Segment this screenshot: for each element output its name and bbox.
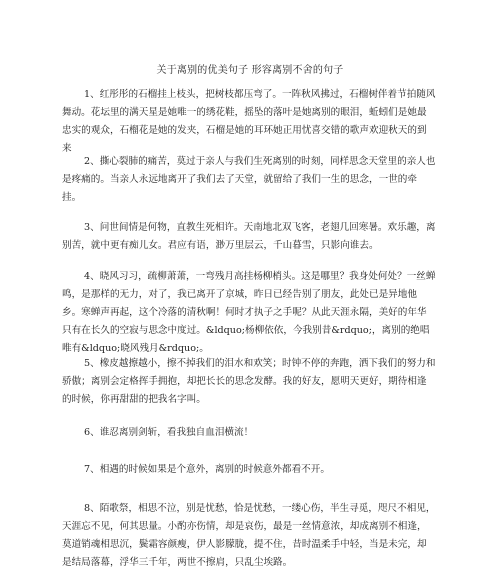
paragraph-8: 8、陌歌祭，相思不泣，别是忧愁，恰是忧愁，一缕心伤，半生寻觅，咫尺不相见，天涯忘不见，何其思量。小酌亦伤情，却是哀伤，最是一丝情意浓，却成离别不相逢，莫道销魂相思沉，鬓霜容颜瘦，伊人影朦胧，提不住，昔时温柔手中轻，当是未完，却是结局落幕，浮华三千年，两世不擦肩，只乱尘埃路。 [62,503,436,568]
page-title: 关于离别的优美句子 形容离别不舍的句子 [156,65,344,76]
paragraph-5: 5、橡皮越擦越小，擦不掉我们的泪水和欢笑；时钟不停的奔跑，洒下我们的努力和骄傲；离别会定格挥手拥抱，却把长长的思念发酵。我的好友，愿明天更好，期待相逢的时候，你再甜甜的把我名字叫。 [62,358,436,405]
paragraph-6: 6、谁忍离别剑斩，看我独自血泪横流！ [84,427,254,438]
paragraph-2: 2、撕心裂肺的痛苦，莫过于亲人与我们生死离别的时刻，同样思念天堂里的亲人也是疼痛的。当亲人永远地离开了我们去了天堂，就留给了我们一生的思念，一世的牵挂。 [62,156,436,203]
paragraph-4: 4、晓风习习，疏柳萧萧，一弯残月高挂杨柳梢头。这是哪里？我身处何处？一丝蝉鸣，是那样的无力，对了，我已离开了京城，昨日已经告别了朋友，此处已是异地他乡。寒蝉声再起，这个冷落的清秋啊！何时才执子之手呢？从此天涯永隔，美好的年华只有在长久的空寂与思念中度过。&ldquo;杨柳依依，今我别昔&rdquo;，离别的绝唱唯有&ldquo;晓风残月&rdquo;。 [62,271,436,354]
paragraph-1: 1、红彤彤的石榴挂上枝头，把树枝都压弯了。一阵秋风拂过，石榴树伴着节拍随风舞动。花坛里的满天星是她唯一的绣花鞋，摇坠的落叶是她离别的眼泪，蚯蚓们是她最忠实的观众，石榴花是她的发夹，石榴是她的耳环她正用忧喜交错的歌声欢迎秋天的到来 [62,89,436,154]
paragraph-3: 3、问世间情是何物，直教生死相许。天南地北双飞客，老翅几回寒暑。欢乐趣，离别苦，就中更有痴儿女。君应有语，渺万里层云，千山暮雪，只影向谁去。 [62,222,436,251]
paragraph-7: 7、相遇的时候如果是个意外，离别的时候意外都看不开。 [84,464,330,475]
